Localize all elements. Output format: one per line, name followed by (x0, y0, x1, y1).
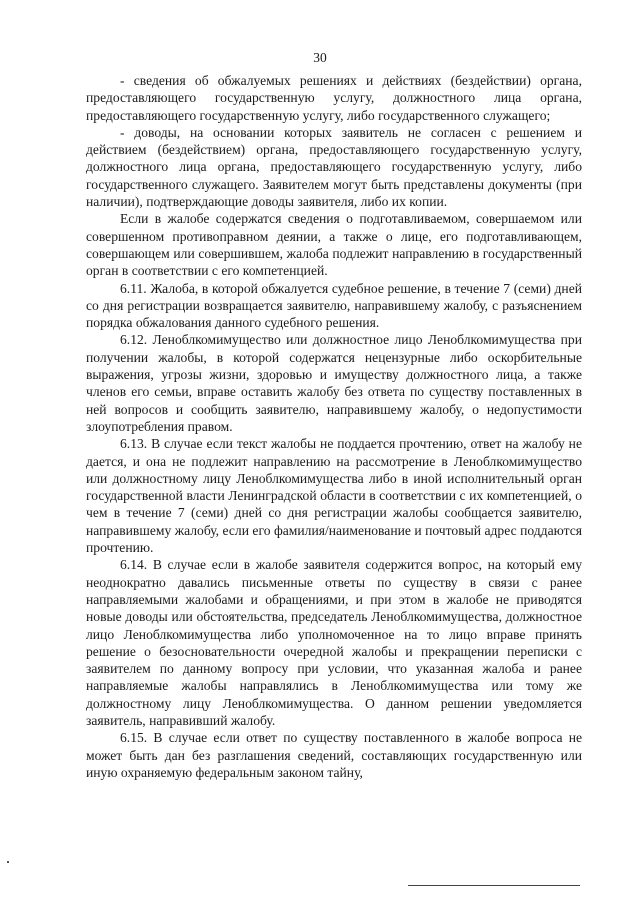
page-number: 30 (313, 50, 327, 65)
paragraph-6-12: 6.12. Леноблкомимущество или должностное лицо Леноблкомимущества при получении жалобы, в которой содержатся нецензурные либо оскорбительные выражения, угрозы жизни, здоровью и имуществу должностного лица, а также членов его семьи, вправе оставить жалобу без ответа по существу поставленных в ней вопросов и сообщить заявителю, направившему жалобу, о недопустимости злоупотребления правом. (86, 332, 582, 434)
paragraph-6-11: 6.11. Жалоба, в которой обжалуется судебное решение, в течение 7 (семи) дней со дня регистрации возвращается заявителю, направившему жалобу, с разъяснением порядка обжалования данного судебного решения. (86, 280, 582, 331)
paragraph-appealed-decisions: - сведения об обжалуемых решениях и действиях (бездействии) органа, предоставляющего государственную услугу, должностного лица органа, предоставляющего государственную услугу, либо государственного служащего; (86, 73, 582, 123)
paragraph-6-14: 6.14. В случае если в жалобе заявителя содержится вопрос, на который ему неоднократно давались письменные ответы по существу в связи с ранее направляемыми жалобами и обращениями, и при этом в жалобе не приводятся новые доводы или обстоятельства, председатель Леноблкомимущества, должностное лицо Леноблкомимущества либо уполномоченное на то лицо вправе принять решение о безосновательности очередной жалобы и прекращении переписки с заявителем по данному вопросу при условии, что указанная жалоба и ранее направляемые жалобы направлялись в Леноблкомимущества или тому же должностному лицу Леноблкомимущества. О данном решении уведомляется заявитель, направивший жалобу. (86, 557, 582, 728)
paragraph-6-15: 6.15. В случае если ответ по существу поставленного в жалобе вопроса не может быть дан без разглашения сведений, составляющих государственную или иную охраняемую федеральным законом тайну, (86, 730, 582, 780)
bottom-rule (408, 885, 580, 886)
paragraph-6-13: 6.13. В случае если текст жалобы не поддается прочтению, ответ на жалобу не дается, и она не подлежит направлению на рассмотрение в Леноблкомимущество или должностному лицу Леноблкомимущества либо в иной исполнительный орган государственной власти Ленинградской области в соответствии с их компетенцией, о чем в течение 7 (семи) дней со дня регистрации жалобы сообщается заявителю, направившему жалобу, если его фамилия/наименование и почтовый адрес поддаются прочтению. (86, 436, 582, 556)
document-body (86, 72, 582, 781)
scan-mark (7, 861, 9, 863)
paragraph-unlawful-act: Если в жалобе содержатся сведения о подготавливаемом, совершаемом или совершенном противоправном деянии, а также о лице, его подготавливающем, совершающем или совершившем, жалоба подлежит направлению в государственный орган в соответствии с его компетенцией. (86, 211, 582, 279)
paragraph-arguments: - доводы, на основании которых заявитель не согласен с решением и действием (бездействием) органа, предоставляющего государственную услугу, должностного лица органа, предоставляющего государственную услугу, либо государственного служащего. Заявителем могут быть представлены документы (при наличии), подтверждающие доводы заявителя, либо их копии. (86, 124, 582, 210)
